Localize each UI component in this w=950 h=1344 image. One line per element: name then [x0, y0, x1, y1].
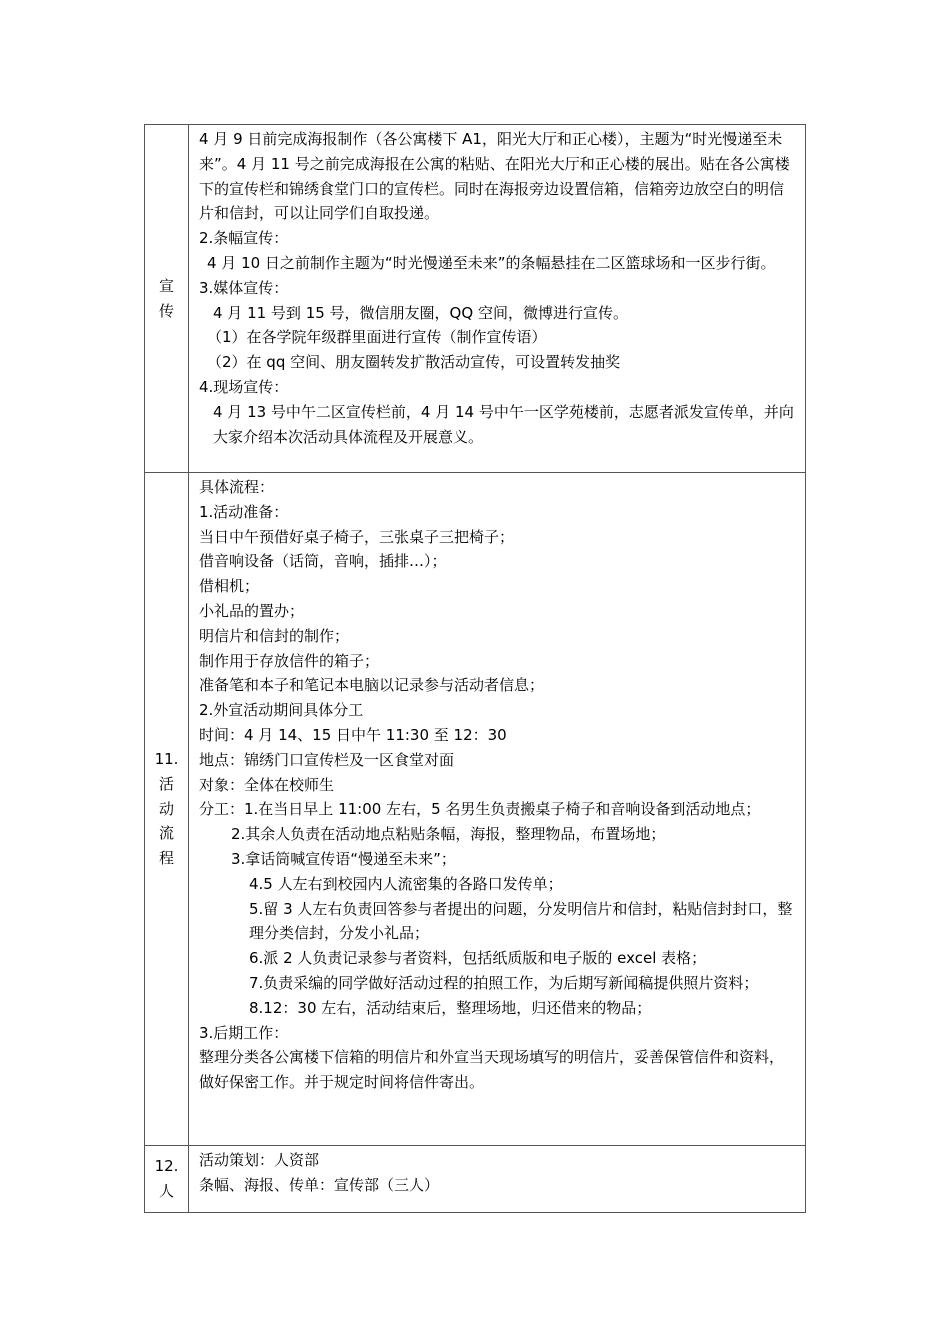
content-line: 地点：锦绣门口宣传栏及一区食堂对面: [199, 750, 455, 769]
content-line: 借相机；: [199, 577, 260, 596]
content-line: 明信片和信封的制作；: [199, 626, 350, 645]
content-line: 3.媒体宣传：: [199, 278, 289, 297]
content-line: 借音响设备（话筒，音响，插排…）；: [199, 552, 447, 571]
content-line: 时间：4 月 14、15 日中午 11:30 至 12：30: [199, 725, 507, 744]
content-line: 2.外宣活动期间具体分工: [199, 701, 364, 720]
content-line: 3.后期工作：: [199, 1023, 289, 1042]
row-publicity: [145, 125, 806, 473]
row-label-text: 宣: [158, 276, 174, 295]
content-line: 4.现场宣传：: [199, 377, 289, 396]
plan-table: [144, 124, 806, 1213]
content-line: 制作用于存放信件的箱子；: [199, 651, 380, 670]
row-label-text: 活: [158, 774, 174, 793]
content-line: 8.12：30 左右，活动结束后，整理场地，归还借来的物品；: [249, 998, 652, 1017]
row-label-text: 动: [158, 799, 174, 818]
content-line: 4 月 9 日前完成海报制作（各公寓楼下 A1，阳光大厅和正心楼），主题为“时光慢递至未来”。4 月 11 号之前完成海报在公寓的粘贴、在阳光大厅和正心楼的展出。贴在各公寓楼下的宣传栏和锦绣食堂门口的宣传栏。同时在海报旁边设置信箱，信箱旁边放空白的明信片和信封，可以让同学们自取投递。: [199, 130, 790, 223]
content-line: 当日中午预借好桌子椅子，三张桌子三把椅子；: [199, 527, 515, 546]
row-content-activity-process: [189, 473, 806, 1146]
content-line: 2.条幅宣传：: [199, 229, 289, 248]
row-content-personnel: [189, 1146, 806, 1213]
content-line: 对象：全体在校师生: [199, 775, 335, 794]
content-line: 3.拿话筒喊宣传语“慢递至未来”；: [231, 849, 456, 868]
content-line: 4 月 11 号到 15 号，微信朋友圈，QQ 空间，微博进行宣传。: [213, 303, 628, 322]
content-line: 具体流程：: [199, 478, 275, 496]
row-activity-process: [145, 473, 806, 1146]
content-line: 小礼品的置办；: [199, 601, 305, 620]
row-label-activity-process: [145, 473, 189, 1146]
content-line: 2.其余人负责在活动地点粘贴条幅，海报，整理物品，布置场地；: [231, 825, 666, 844]
content-line: 整理分类各公寓楼下信箱的明信片和外宣当天现场填写的明信片，妥善保管信件和资料，做好保密工作。并于规定时间将信件寄出。: [199, 1048, 785, 1092]
row-label-text: 11.: [154, 750, 179, 768]
row-label-personnel: [145, 1146, 189, 1213]
content-line: 6.派 2 人负责记录参与者资料，包括纸质版和电子版的 excel 表格；: [249, 949, 707, 968]
content-line: 4.5 人左右到校园内人流密集的各路口发传单；: [249, 874, 563, 893]
content-line: 1.活动准备：: [199, 502, 289, 521]
row-label-text: 程: [158, 849, 174, 868]
content-line: 分工：1.在当日早上 11:00 左右，5 名男生负责搬桌子椅子和音响设备到活动地点；: [199, 800, 761, 819]
row-label-text: 流: [158, 824, 174, 843]
row-personnel: [145, 1146, 806, 1213]
content-line: 7.负责采编的同学做好活动过程的拍照工作，为后期写新闻稿提供照片资料；: [249, 973, 759, 992]
content-line: 准备笔和本子和笔记本电脑以记录参与活动者信息；: [199, 676, 545, 695]
content-line: 5.留 3 人左右负责回答参与者提出的问题，分发明信片和信封，粘贴信封封口，整理分类信封，分发小礼品；: [249, 899, 793, 943]
content-line: （1）在各学院年级群里面进行宣传（制作宣传语）: [207, 328, 547, 347]
content-line: （2）在 qq 空间、朋友圈转发扩散活动宣传，可设置转发抽奖: [207, 353, 621, 372]
content-line: 4 月 10 日之前制作主题为“时光慢递至未来”的条幅悬挂在二区篮球场和一区步行街。: [207, 253, 776, 272]
row-label-text: 12.: [154, 1157, 179, 1175]
content-line: 条幅、海报、传单：宣传部（三人）: [199, 1175, 440, 1194]
row-label-text: 人: [158, 1181, 174, 1200]
content-line: 活动策划：人资部: [199, 1151, 320, 1169]
row-label-text: 传: [158, 301, 174, 320]
content-line: 4 月 13 号中午二区宣传栏前，4 月 14 号中午一区学苑楼前，志愿者派发宣传单，并向大家介绍本次活动具体流程及开展意义。: [213, 402, 794, 446]
row-content-publicity: [189, 125, 806, 473]
row-label-publicity: [145, 125, 189, 473]
